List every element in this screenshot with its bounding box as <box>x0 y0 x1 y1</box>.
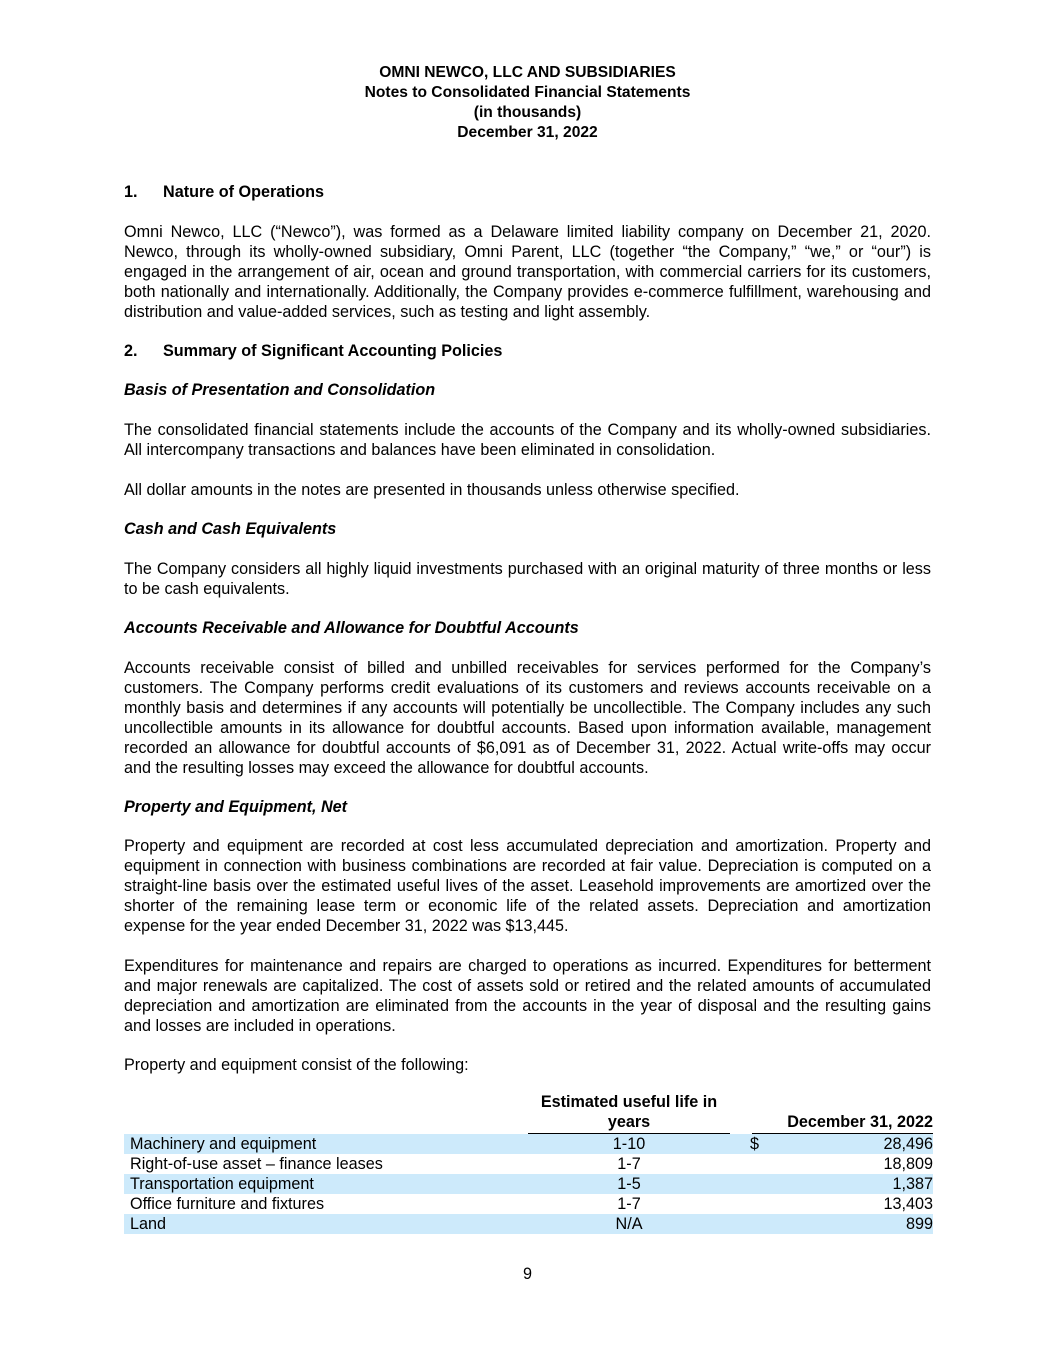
table-row <box>124 1174 933 1194</box>
row-useful-life: 1-7 <box>617 1195 641 1213</box>
table-header-row <box>124 1092 933 1134</box>
document-header <box>124 63 931 143</box>
property-table-intro: Property and equipment consist of the following: <box>124 1056 469 1074</box>
section-2-heading <box>124 341 931 361</box>
header-line: Estimated useful life in <box>540 1093 718 1111</box>
dollar-amounts-paragraph: All dollar amounts in the notes are presented in thousands unless otherwise specified. <box>124 481 740 499</box>
currency-symbol: $ <box>750 1135 760 1153</box>
property-subheading: Property and Equipment, Net <box>124 798 348 816</box>
row-label: Transportation equipment <box>130 1175 314 1193</box>
units-note: (in thousands) <box>473 104 582 121</box>
section-1-heading <box>124 182 931 202</box>
section-number: 1. <box>124 183 138 201</box>
column-header-useful-life <box>528 1092 730 1134</box>
property-equipment-table <box>124 1092 933 1234</box>
row-useful-life: 1-7 <box>617 1155 641 1173</box>
row-label: Right-of-use asset – finance leases <box>130 1155 383 1173</box>
table-row <box>124 1194 933 1214</box>
document-title: Notes to Consolidated Financial Statements <box>364 84 691 101</box>
section-title: Nature of Operations <box>163 183 324 201</box>
table-row <box>124 1154 933 1174</box>
basis-paragraph: The consolidated financial statements include the accounts of the Company and its wholly-owned subsidiaries. All intercompany transactions and balances have been eliminated in consolidation. <box>124 421 931 459</box>
row-value: 18,809 <box>883 1155 933 1173</box>
nature-of-operations-paragraph: Omni Newco, LLC (“Newco”), was formed as a Delaware limited liability company on December 21, 2020. Newco, through its wholly-owned subsidiary, Omni Parent, LLC (together “the Company,” “we,” or “our”) is engaged in the arrangement of air, ocean and ground transportation, with commercial carriers for its customers, both nationally and internationally. Additionally, the Company provides e-commerce fulfillment, warehousing and distribution and value-added services, such as testing and light assembly. <box>124 223 931 321</box>
receivables-subheading: Accounts Receivable and Allowance for Doubtful Accounts <box>124 619 579 637</box>
cash-subheading: Cash and Cash Equivalents <box>124 520 337 538</box>
row-label: Machinery and equipment <box>130 1135 317 1153</box>
row-value: 28,496 <box>883 1135 933 1153</box>
row-value: 13,403 <box>883 1195 933 1213</box>
statement-date: December 31, 2022 <box>457 124 598 141</box>
property-paragraph-1: Property and equipment are recorded at cost less accumulated depreciation and amortization. Property and equipment in connection with business combinations are recorded at fair value. Depreciation is computed on a straight-line basis over the estimated useful lives of the asset. Leasehold improvements are amortized over the shorter of the remaining lease term or economic life of the related assets. Depreciation and amortization expense for the year ended December 31, 2022 was $13,445. <box>124 837 931 935</box>
table-row <box>124 1214 933 1234</box>
receivables-paragraph: Accounts receivable consist of billed and unbilled receivables for services performed for the Company’s customers. The Company performs credit evaluations of its customers and reviews accounts receivable on a monthly basis and determines if any accounts will potentially be uncollectible. The Company includes any such uncollectible amounts in its allowance for doubtful accounts. Based upon information available, management recorded an allowance for doubtful accounts of $6,091 as of December 31, 2022. Actual write-offs may occur and the resulting losses may exceed the allowance for doubtful accounts. <box>124 659 931 777</box>
row-useful-life: 1-5 <box>617 1175 641 1193</box>
company-name: OMNI NEWCO, LLC AND SUBSIDIARIES <box>379 64 676 81</box>
section-number: 2. <box>124 342 138 360</box>
section-title: Summary of Significant Accounting Policies <box>163 342 503 360</box>
row-useful-life: 1-10 <box>612 1135 646 1153</box>
property-paragraph-2: Expenditures for maintenance and repairs are charged to operations as incurred. Expenditures for betterment and major renewals are capitalized. The cost of assets sold or retired and the related amounts of accumulated depreciation and amortization are eliminated from the accounts in the year of disposal and the resulting gains and losses are included in operations. <box>124 957 931 1035</box>
page-number: 9 <box>522 1265 532 1283</box>
table-row <box>124 1134 933 1154</box>
row-label: Office furniture and fixtures <box>130 1195 325 1213</box>
column-header-date: December 31, 2022 <box>752 1112 933 1134</box>
cash-paragraph: The Company considers all highly liquid investments purchased with an original maturity of three months or less to be cash equivalents. <box>124 560 931 598</box>
basis-subheading: Basis of Presentation and Consolidation <box>124 381 436 399</box>
row-useful-life: N/A <box>615 1215 643 1233</box>
header-line: years <box>607 1113 651 1131</box>
row-label: Land <box>130 1215 167 1233</box>
row-value: 899 <box>905 1215 933 1233</box>
row-value: 1,387 <box>892 1175 933 1193</box>
